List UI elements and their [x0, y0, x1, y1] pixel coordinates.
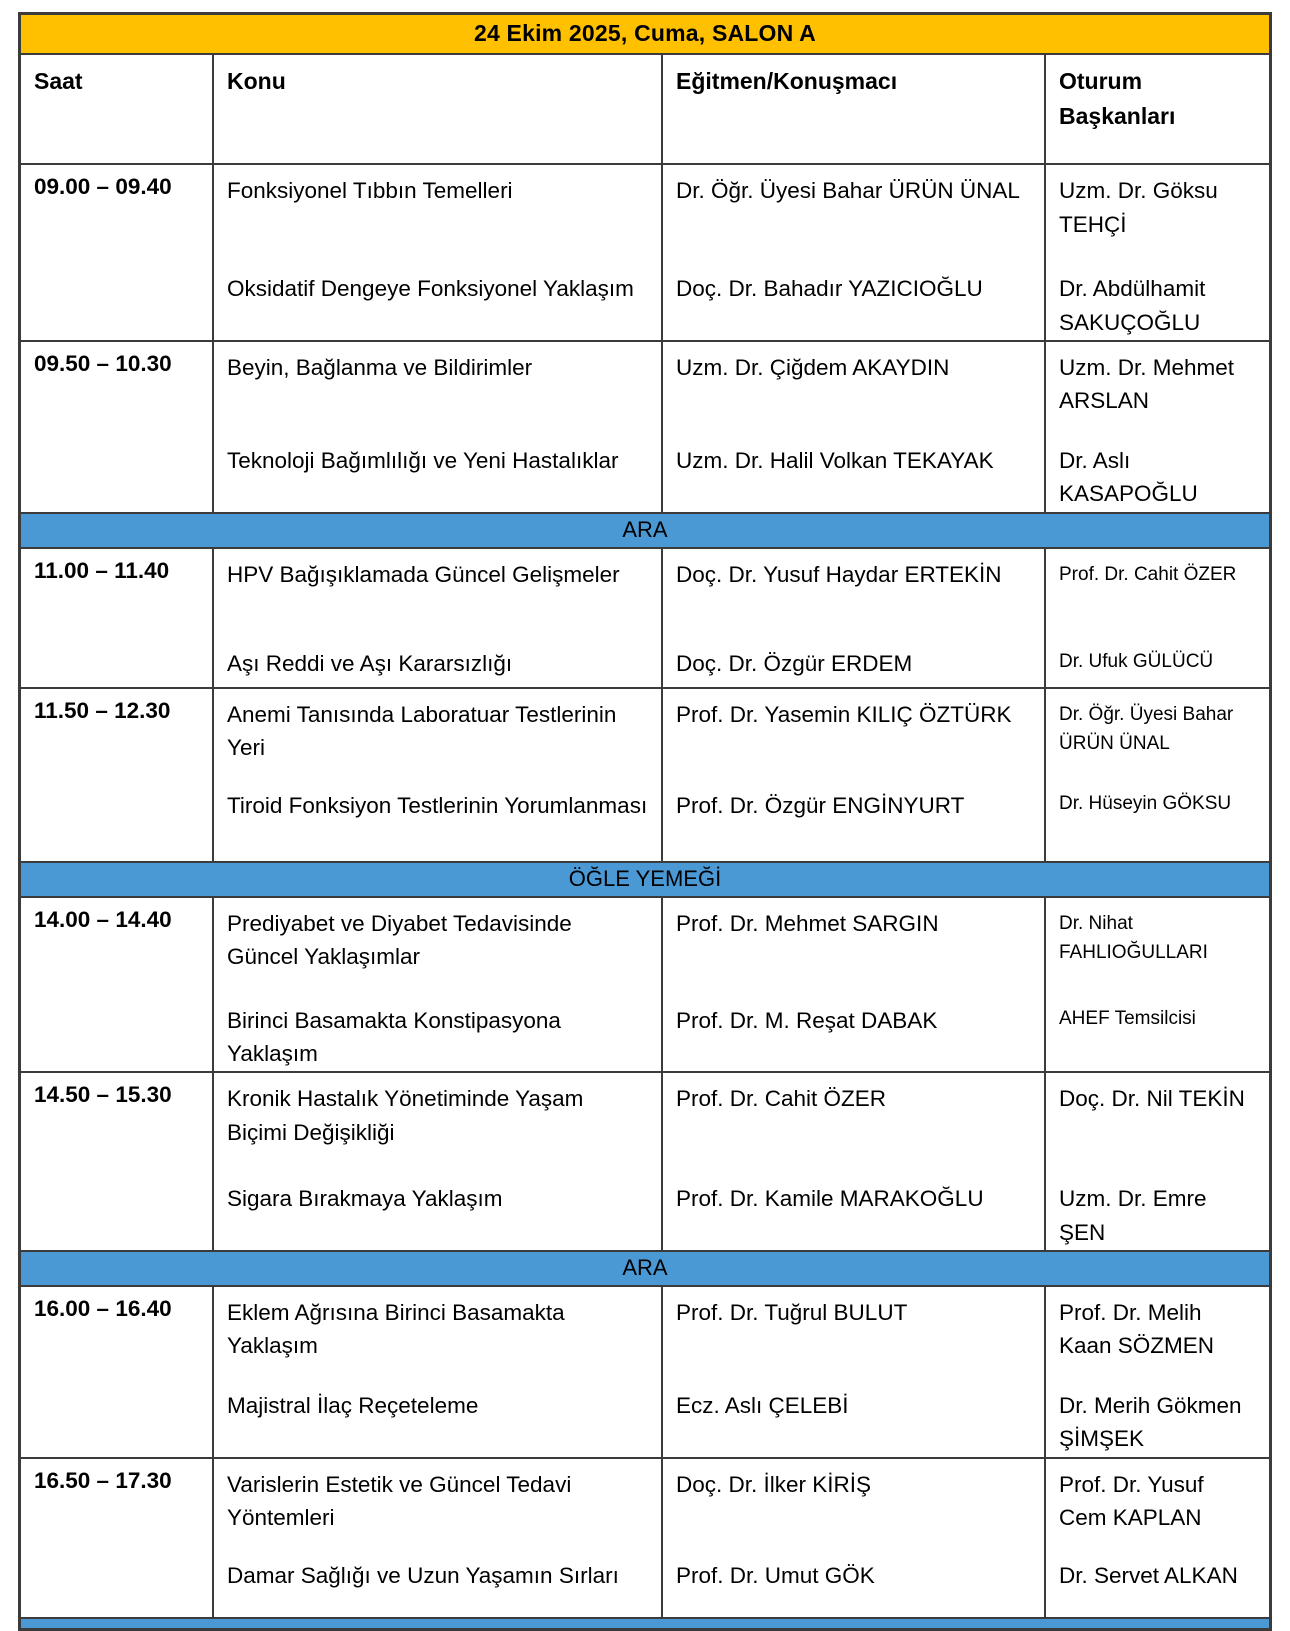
chair-cell: Dr. Servet ALKAN: [1059, 1562, 1238, 1588]
chair-cell: Dr. Aslı KASAPOĞLU: [1059, 447, 1198, 507]
time-cell: 11.50 – 12.30: [21, 689, 214, 861]
speaker-cell: Uzm. Dr. Çiğdem AKAYDIN: [663, 342, 1046, 442]
speaker-cell: Dr. Öğr. Üyesi Bahar ÜRÜN ÜNAL: [663, 165, 1046, 270]
topic-cell: Varislerin Estetik ve Güncel Tedavi Yöntemleri: [214, 1459, 663, 1557]
col-header-chair: Oturum Başkanları: [1059, 68, 1176, 129]
speaker-cell: Doç. Dr. Özgür ERDEM: [663, 645, 1046, 687]
speaker-cell: Prof. Dr. Kamile MARAKOĞLU: [663, 1180, 1046, 1250]
chair-cell: Dr. Merih Gökmen ŞİMŞEK: [1059, 1392, 1242, 1452]
session-row: [21, 689, 1269, 863]
time-cell: 14.50 – 15.30: [21, 1073, 214, 1250]
speaker-cell: Doç. Dr. Bahadır YAZICIOĞLU: [663, 270, 1046, 340]
speaker-cell: Prof. Dr. Cahit ÖZER: [663, 1073, 1046, 1180]
speaker-cell: Prof. Dr. Tuğrul BULUT: [663, 1287, 1046, 1387]
col-header-speaker: Eğitmen/Konuşmacı: [663, 55, 1046, 163]
time-cell: 16.00 – 16.40: [21, 1287, 214, 1457]
break-bar-lunch: ÖĞLE YEMEĞİ: [21, 863, 1269, 898]
time-cell: 11.00 – 11.40: [21, 549, 214, 687]
time-cell: 09.00 – 09.40: [21, 165, 214, 340]
topic-cell: Sigara Bırakmaya Yaklaşım: [214, 1180, 663, 1250]
topic-cell: Prediyabet ve Diyabet Tedavisinde Güncel Yaklaşımlar: [214, 898, 663, 1002]
chair-cell: Dr. Öğr. Üyesi Bahar ÜRÜN ÜNAL: [1059, 703, 1234, 754]
topic-cell: Aşı Reddi ve Aşı Kararsızlığı: [214, 645, 663, 687]
topic-cell: Kronik Hastalık Yönetiminde Yaşam Biçimi Değişikliği: [214, 1073, 663, 1180]
time-cell: 14.00 – 14.40: [21, 898, 214, 1072]
session-row: [21, 1073, 1269, 1252]
topic-cell: Majistral İlaç Reçeteleme: [214, 1387, 663, 1457]
clipped-next-break-bar: [21, 1619, 1269, 1628]
col-header-topic: Konu: [214, 55, 663, 163]
speaker-cell: Ecz. Aslı ÇELEBİ: [663, 1387, 1046, 1457]
chair-cell: Dr. Hüseyin GÖKSU: [1059, 792, 1232, 814]
chair-cell: Prof. Dr. Melih Kaan SÖZMEN: [1059, 1299, 1215, 1359]
speaker-cell: Uzm. Dr. Halil Volkan TEKAYAK: [663, 442, 1046, 512]
topic-cell: Oksidatif Dengeye Fonksiyonel Yaklaşım: [214, 270, 663, 340]
speaker-cell: Prof. Dr. Özgür ENGİNYURT: [663, 787, 1046, 861]
chair-cell: Prof. Dr. Cahit ÖZER: [1059, 563, 1237, 585]
chair-cell: Doç. Dr. Nil TEKİN: [1059, 1086, 1245, 1111]
table-title: 24 Ekim 2025, Cuma, SALON A: [21, 15, 1269, 55]
schedule-table: [18, 12, 1272, 1631]
chair-cell: Dr. Nihat FAHLIOĞULLARI: [1059, 912, 1208, 963]
chair-cell: Dr. Abdülhamit SAKUÇOĞLU: [1059, 276, 1206, 335]
topic-cell: Fonksiyonel Tıbbın Temelleri: [214, 165, 663, 270]
column-header-row: [21, 55, 1269, 165]
chair-cell: Prof. Dr. Yusuf Cem KAPLAN: [1059, 1471, 1204, 1531]
speaker-cell: Prof. Dr. M. Reşat DABAK: [663, 1002, 1046, 1072]
topic-cell: Tiroid Fonksiyon Testlerinin Yorumlanması: [214, 787, 663, 861]
break-bar-ara-2: ARA: [21, 1252, 1269, 1287]
topic-cell: Teknoloji Bağımlılığı ve Yeni Hastalıklar: [214, 442, 663, 512]
col-header-time: Saat: [21, 55, 214, 163]
session-row: [21, 898, 1269, 1074]
session-row: [21, 165, 1269, 342]
chair-cell: Uzm. Dr. Emre ŞEN: [1059, 1186, 1207, 1245]
topic-cell: Beyin, Bağlanma ve Bildirimler: [214, 342, 663, 442]
speaker-cell: Doç. Dr. Yusuf Haydar ERTEKİN: [663, 549, 1046, 645]
chair-cell: Uzm. Dr. Mehmet ARSLAN: [1059, 354, 1235, 414]
speaker-cell: Doç. Dr. İlker KİRİŞ: [663, 1459, 1046, 1557]
topic-cell: Damar Sağlığı ve Uzun Yaşamın Sırları: [214, 1557, 663, 1617]
chair-cell: Uzm. Dr. Göksu TEHÇİ: [1059, 178, 1218, 237]
chair-cell: Dr. Ufuk GÜLÜCÜ: [1059, 650, 1214, 672]
session-row: [21, 549, 1269, 689]
speaker-cell: Prof. Dr. Umut GÖK: [663, 1557, 1046, 1617]
speaker-cell: Prof. Dr. Yasemin KILIÇ ÖZTÜRK: [663, 689, 1046, 787]
speaker-cell: Prof. Dr. Mehmet SARGIN: [663, 898, 1046, 1002]
time-cell: 09.50 – 10.30: [21, 342, 214, 512]
break-bar-ara-1: ARA: [21, 514, 1269, 549]
topic-cell: Eklem Ağrısına Birinci Basamakta Yaklaşım: [214, 1287, 663, 1387]
session-row: [21, 1287, 1269, 1459]
topic-cell: HPV Bağışıklamada Güncel Gelişmeler: [214, 549, 663, 645]
session-row: [21, 342, 1269, 514]
chair-cell: AHEF Temsilcisi: [1059, 1007, 1196, 1029]
topic-cell: Birinci Basamakta Konstipasyona Yaklaşım: [214, 1002, 663, 1072]
time-cell: 16.50 – 17.30: [21, 1459, 214, 1617]
session-row: [21, 1459, 1269, 1619]
topic-cell: Anemi Tanısında Laboratuar Testlerinin Yeri: [214, 689, 663, 787]
